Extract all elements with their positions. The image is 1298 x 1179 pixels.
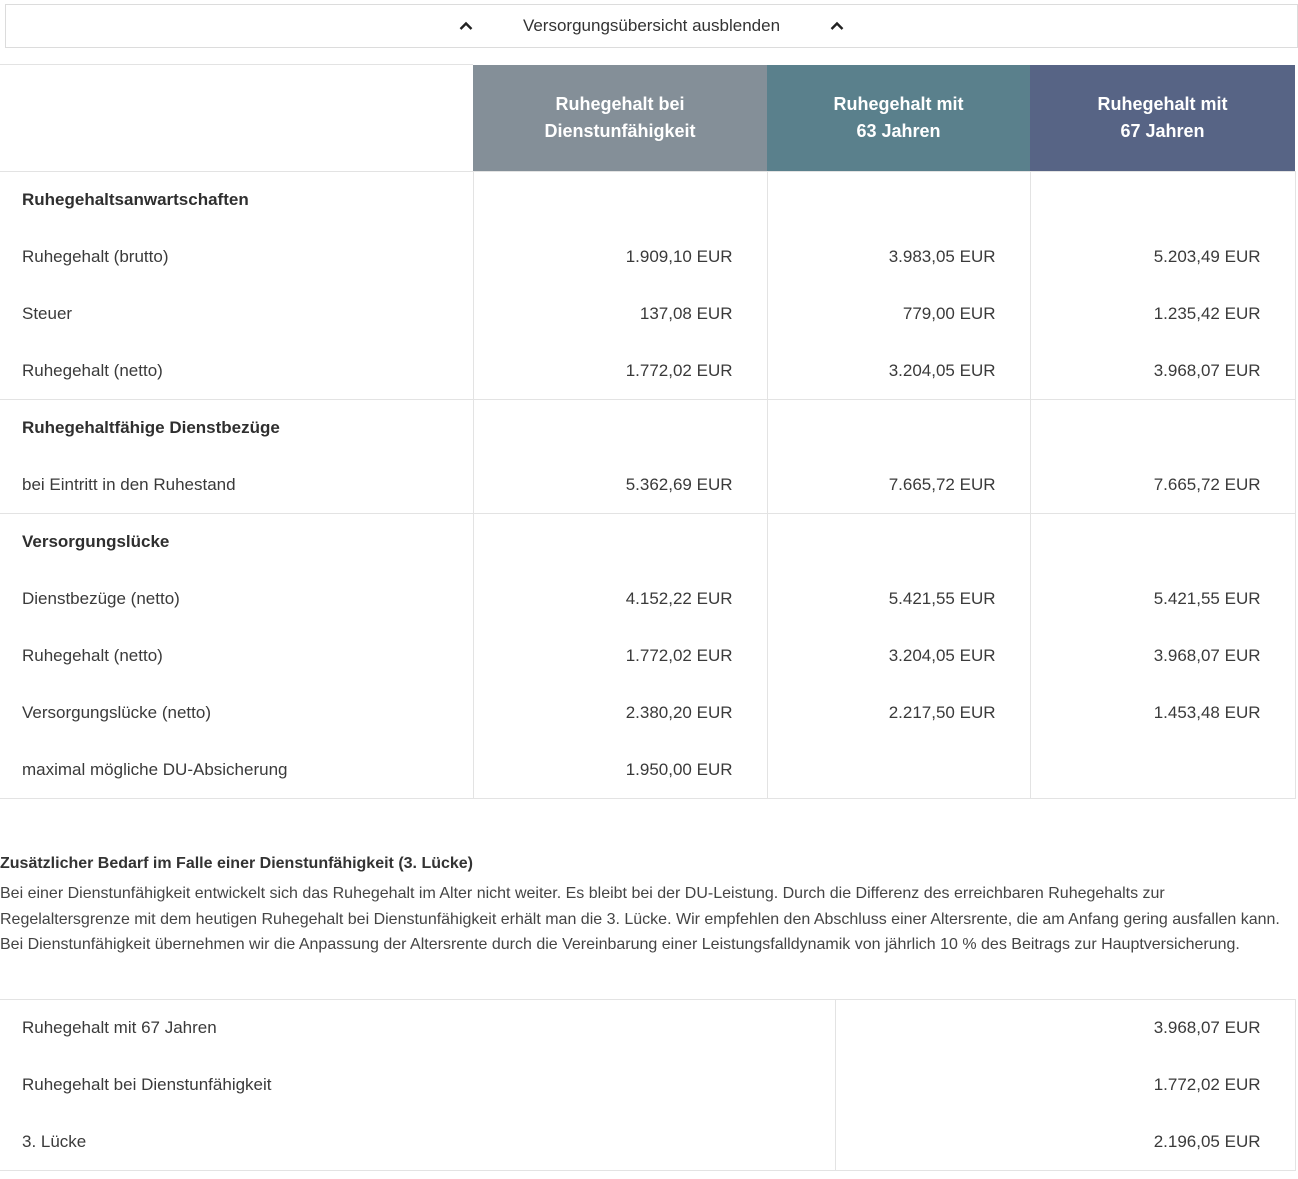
- toggle-overview-label: Versorgungsübersicht ausblenden: [522, 16, 781, 35]
- section-row: [0, 514, 1295, 571]
- table-row: [0, 571, 1295, 628]
- cell-value: 5.421,55 EUR: [1030, 571, 1295, 628]
- table-row: [0, 229, 1295, 286]
- row-label: bei Eintritt in den Ruhestand: [22, 474, 236, 494]
- row-label: Versorgungslücke (netto): [22, 703, 211, 722]
- cell-value: 3.968,07 EUR: [835, 1000, 1295, 1057]
- section-title: Versorgungslücke: [0, 514, 473, 571]
- chevron-up-icon: [830, 19, 844, 33]
- note-title: Zusätzlicher Bedarf im Falle einer Dienstunfähigkeit (3. Lücke): [0, 855, 474, 872]
- cell-value: [767, 742, 1030, 799]
- row-label: Ruhegehalt (brutto): [22, 247, 169, 266]
- cell-value: 7.665,72 EUR: [767, 457, 1030, 514]
- note-text: Bei einer Dienstunfähigkeit entwickelt sich das Ruhegehalt im Alter nicht weiter. Es bleibt bei der DU-Leistung. Durch die Differenz des erreichbaren Ruhegehalts zur Regelaltersgrenze mit dem heutigen Ruhegehalt bei Dienstunfähigkeit erhält man die 3. Lücke. Wir empfehlen den Abschluss einer Altersrente, die am Anfang gering ausfallen kann. Bei Dienstunfähigkeit übernehmen wir die Anpassung der Altersrente durch die Vereinbarung einer Leistungsfalldynamik von jährlich 10 % des Beitrags zur Hauptversicherung.: [0, 885, 1280, 953]
- row-label: Steuer: [22, 304, 73, 323]
- column-header-age-67: [1030, 65, 1295, 172]
- row-label: Ruhegehalt (netto): [22, 360, 163, 380]
- cell-value: 1.235,42 EUR: [1030, 286, 1295, 343]
- additional-need-note: [0, 852, 1295, 958]
- cell-value: 779,00 EUR: [767, 286, 1030, 343]
- cell-value: 1.772,02 EUR: [835, 1057, 1295, 1114]
- row-label: 3. Lücke: [22, 1131, 87, 1151]
- header-empty-cell: [0, 65, 473, 172]
- toggle-overview-button[interactable]: [5, 4, 1298, 48]
- column-header-line: 67 Jahren: [1120, 120, 1205, 141]
- table-row: [0, 1000, 1295, 1057]
- column-header-line: 63 Jahren: [856, 120, 941, 141]
- cell-value: 1.950,00 EUR: [473, 742, 767, 799]
- cell-value: 2.196,05 EUR: [835, 1114, 1295, 1171]
- column-header-line: Ruhegehalt mit: [833, 93, 964, 114]
- table-row: [0, 742, 1295, 799]
- table-row: [0, 685, 1295, 742]
- cell-value: 1.453,48 EUR: [1030, 685, 1295, 742]
- table-row: [0, 628, 1295, 685]
- table-row: [0, 1057, 1295, 1114]
- column-header-line: Dienstunfähigkeit: [544, 120, 696, 141]
- cell-value: 1.909,10 EUR: [473, 229, 767, 286]
- cell-value: [1030, 742, 1295, 799]
- cell-value: 3.204,05 EUR: [767, 628, 1030, 685]
- cell-value: 1.772,02 EUR: [473, 628, 767, 685]
- cell-value: 137,08 EUR: [473, 286, 767, 343]
- row-label: Ruhegehalt bei Dienstunfähigkeit: [22, 1075, 272, 1094]
- cell-value: 3.204,05 EUR: [767, 343, 1030, 400]
- section-title: Ruhegehaltsanwartschaften: [0, 172, 473, 229]
- cell-value: 5.362,69 EUR: [473, 457, 767, 514]
- pension-overview-table: [0, 64, 1296, 799]
- cell-value: 2.380,20 EUR: [473, 685, 767, 742]
- column-header-line: Ruhegehalt mit: [1097, 93, 1228, 114]
- table-row: [0, 286, 1295, 343]
- cell-value: 5.203,49 EUR: [1030, 229, 1295, 286]
- section-row: [0, 400, 1295, 457]
- row-label: Ruhegehalt mit 67 Jahren: [22, 1018, 217, 1038]
- table-row: [0, 457, 1295, 514]
- cell-value: 3.983,05 EUR: [767, 229, 1030, 286]
- section-row: [0, 172, 1295, 229]
- cell-value: 3.968,07 EUR: [1030, 343, 1295, 400]
- column-header-line: Ruhegehalt bei: [555, 93, 685, 114]
- table-row: [0, 1114, 1295, 1171]
- row-label: maximal mögliche DU-Absicherung: [0, 742, 473, 799]
- column-header-age-63: [767, 65, 1030, 172]
- column-header-disability: [473, 65, 767, 172]
- cell-value: 3.968,07 EUR: [1030, 628, 1295, 685]
- cell-value: 5.421,55 EUR: [767, 571, 1030, 628]
- row-label: Dienstbezüge (netto): [22, 589, 180, 608]
- section-title: Ruhegehaltfähige Dienstbezüge: [0, 400, 473, 457]
- table-row: [0, 343, 1295, 400]
- third-gap-table: [0, 999, 1296, 1171]
- cell-value: 2.217,50 EUR: [767, 685, 1030, 742]
- chevron-up-icon: [459, 19, 473, 33]
- row-label: Ruhegehalt (netto): [22, 646, 163, 665]
- cell-value: 1.772,02 EUR: [473, 343, 767, 400]
- cell-value: 7.665,72 EUR: [1030, 457, 1295, 514]
- cell-value: 4.152,22 EUR: [473, 571, 767, 628]
